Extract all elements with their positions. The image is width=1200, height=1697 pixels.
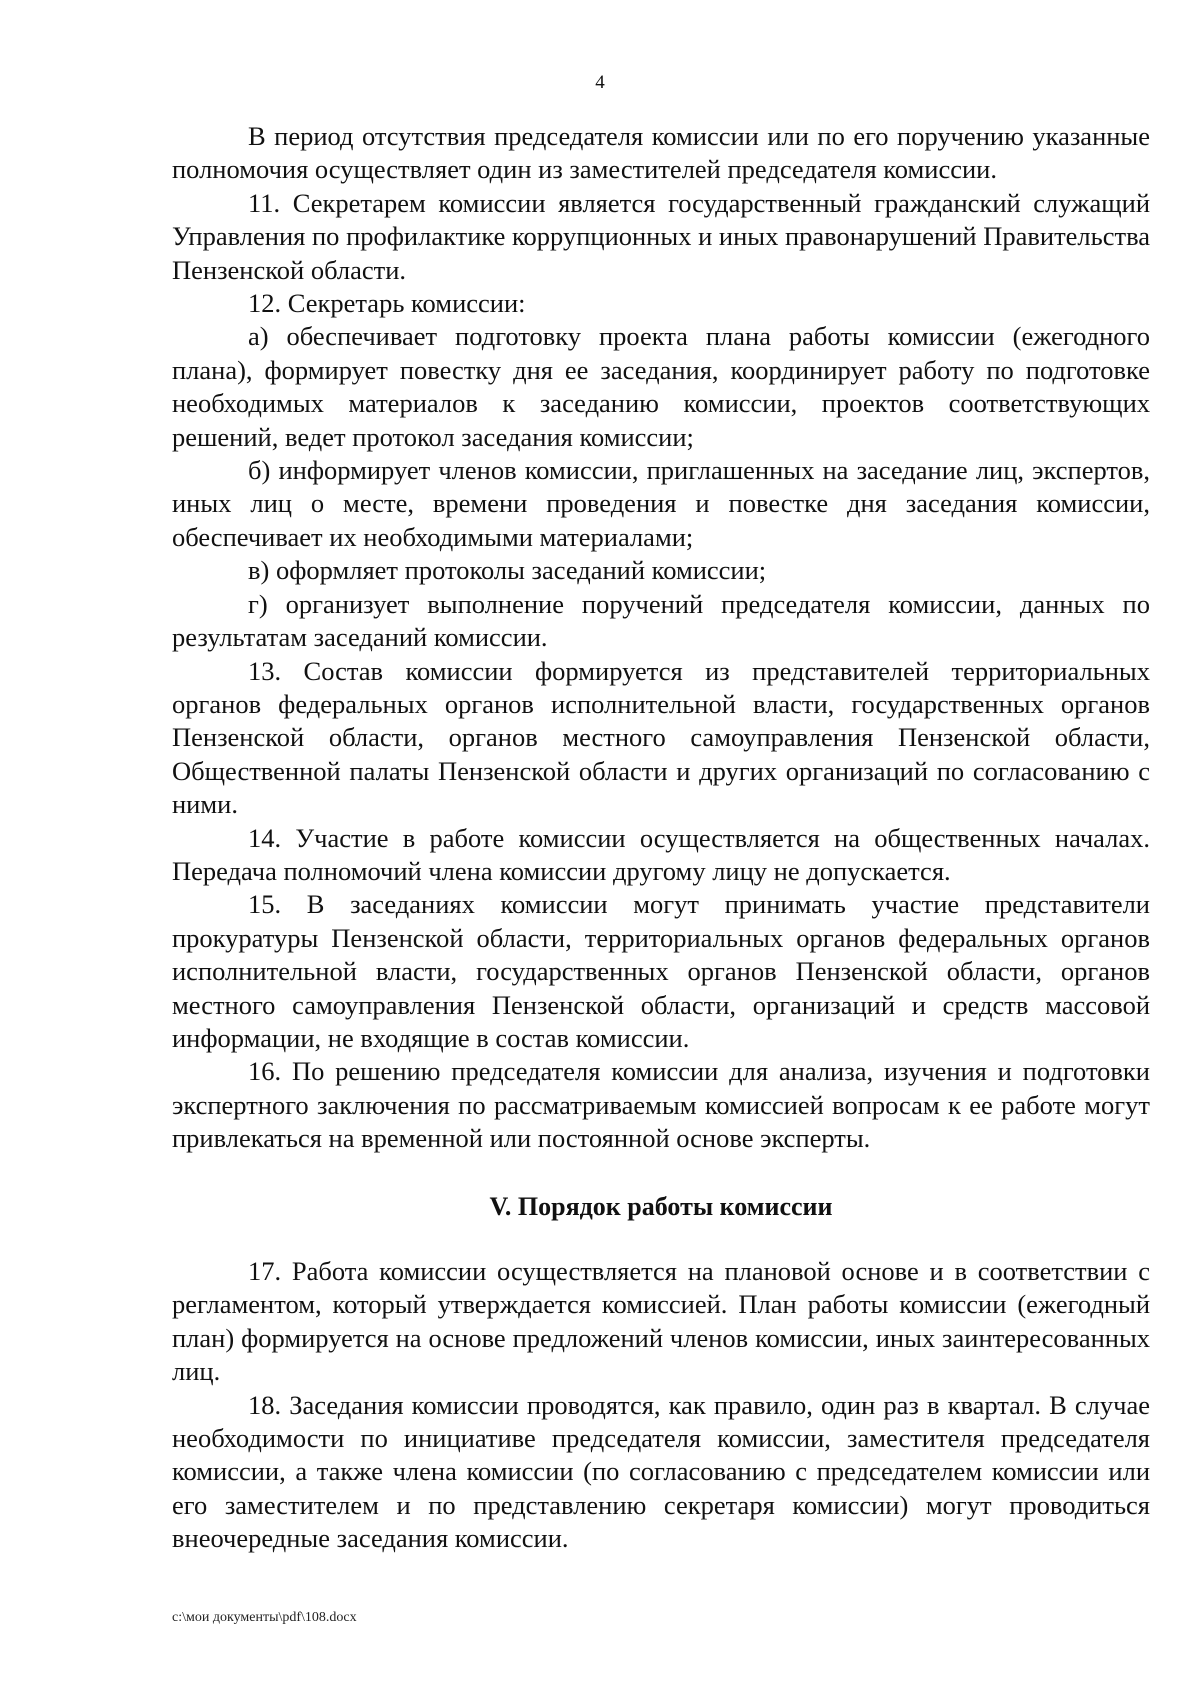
subitem-b: б) информирует членов комиссии, приглашенных на заседание лиц, экспертов, иных лиц о месте, времени проведения и повестке дня заседания комиссии, обеспечивает их необходимыми материалами; (172, 455, 1150, 552)
paragraph-item-12: 12. Секретарь комиссии: (248, 288, 526, 319)
section-heading: V. Порядок работы комиссии (489, 1191, 833, 1221)
paragraph-item-14: 14. Участие в работе комиссии осуществляется на общественных началах. Передача полномочий члена комиссии другому лицу не допускается. (172, 822, 1150, 886)
paragraph-item-16: 16. По решению председателя комиссии для анализа, изучения и подготовки экспертного заключения по рассматриваемым комиссией вопросам к ее работе могут привлекаться на временной или постоянной основе эксперты. (172, 1056, 1150, 1154)
paragraph: В период отсутствия председателя комиссии или по его поручению указанные полномочия осуществляет один из заместителей председателя комиссии. (172, 121, 1150, 185)
document-body (172, 120, 1150, 1556)
paragraph-item-13: 13. Состав комиссии формируется из представителей территориальных органов федеральных органов исполнительной власти, государственных органов Пензенской области, органов местного самоуправления Пензенской области, Общественной палаты Пензенской области и других организаций по согласованию с ними. (172, 655, 1150, 820)
paragraph-item-18: 18. Заседания комиссии проводятся, как правило, один раз в квартал. В случае необходимости по инициативе председателя комиссии, заместителя председателя комиссии, а также члена комиссии (по согласованию с председателем комиссии или его заместителем и по представлению секретаря комиссии) могут проводиться внеочередные заседания комиссии. (172, 1389, 1150, 1554)
paragraph-item-11: 11. Секретарем комиссии является государственный гражданский служащий Управления по профилактике коррупционных и иных правонарушений Правительства Пензенской области. (172, 187, 1150, 285)
paragraph-item-15: 15. В заседаниях комиссии могут принимать участие представители прокуратуры Пензенской области, территориальных органов федеральных органов исполнительной власти, государственных органов Пензенской области, органов местного самоуправления Пензенской области, организаций и средств массовой информации, не входящие в состав комиссии. (172, 889, 1150, 1053)
page-number: 4 (595, 72, 605, 93)
subitem-v: в) оформляет протоколы заседаний комиссии; (248, 555, 767, 586)
subitem-a: а) обеспечивает подготовку проекта плана работы комиссии (ежегодного плана), формирует повестку дня ее заседания, координирует работу по подготовке необходимых материалов к заседанию комиссии, проектов соответствующих решений, ведет протокол заседания комиссии; (172, 321, 1150, 452)
subitem-g: г) организует выполнение поручений председателя комиссии, данных по результатам заседаний комиссии. (172, 588, 1150, 653)
paragraph-item-17: 17. Работа комиссии осуществляется на плановой основе и в соответствии с регламентом, который утверждается комиссией. План работы комиссии (ежегодный план) формируется на основе предложений членов комиссии, иных заинтересованных лиц. (172, 1256, 1150, 1387)
footer-file-path: c:\мои документы\pdf\108.docx (172, 1610, 357, 1625)
